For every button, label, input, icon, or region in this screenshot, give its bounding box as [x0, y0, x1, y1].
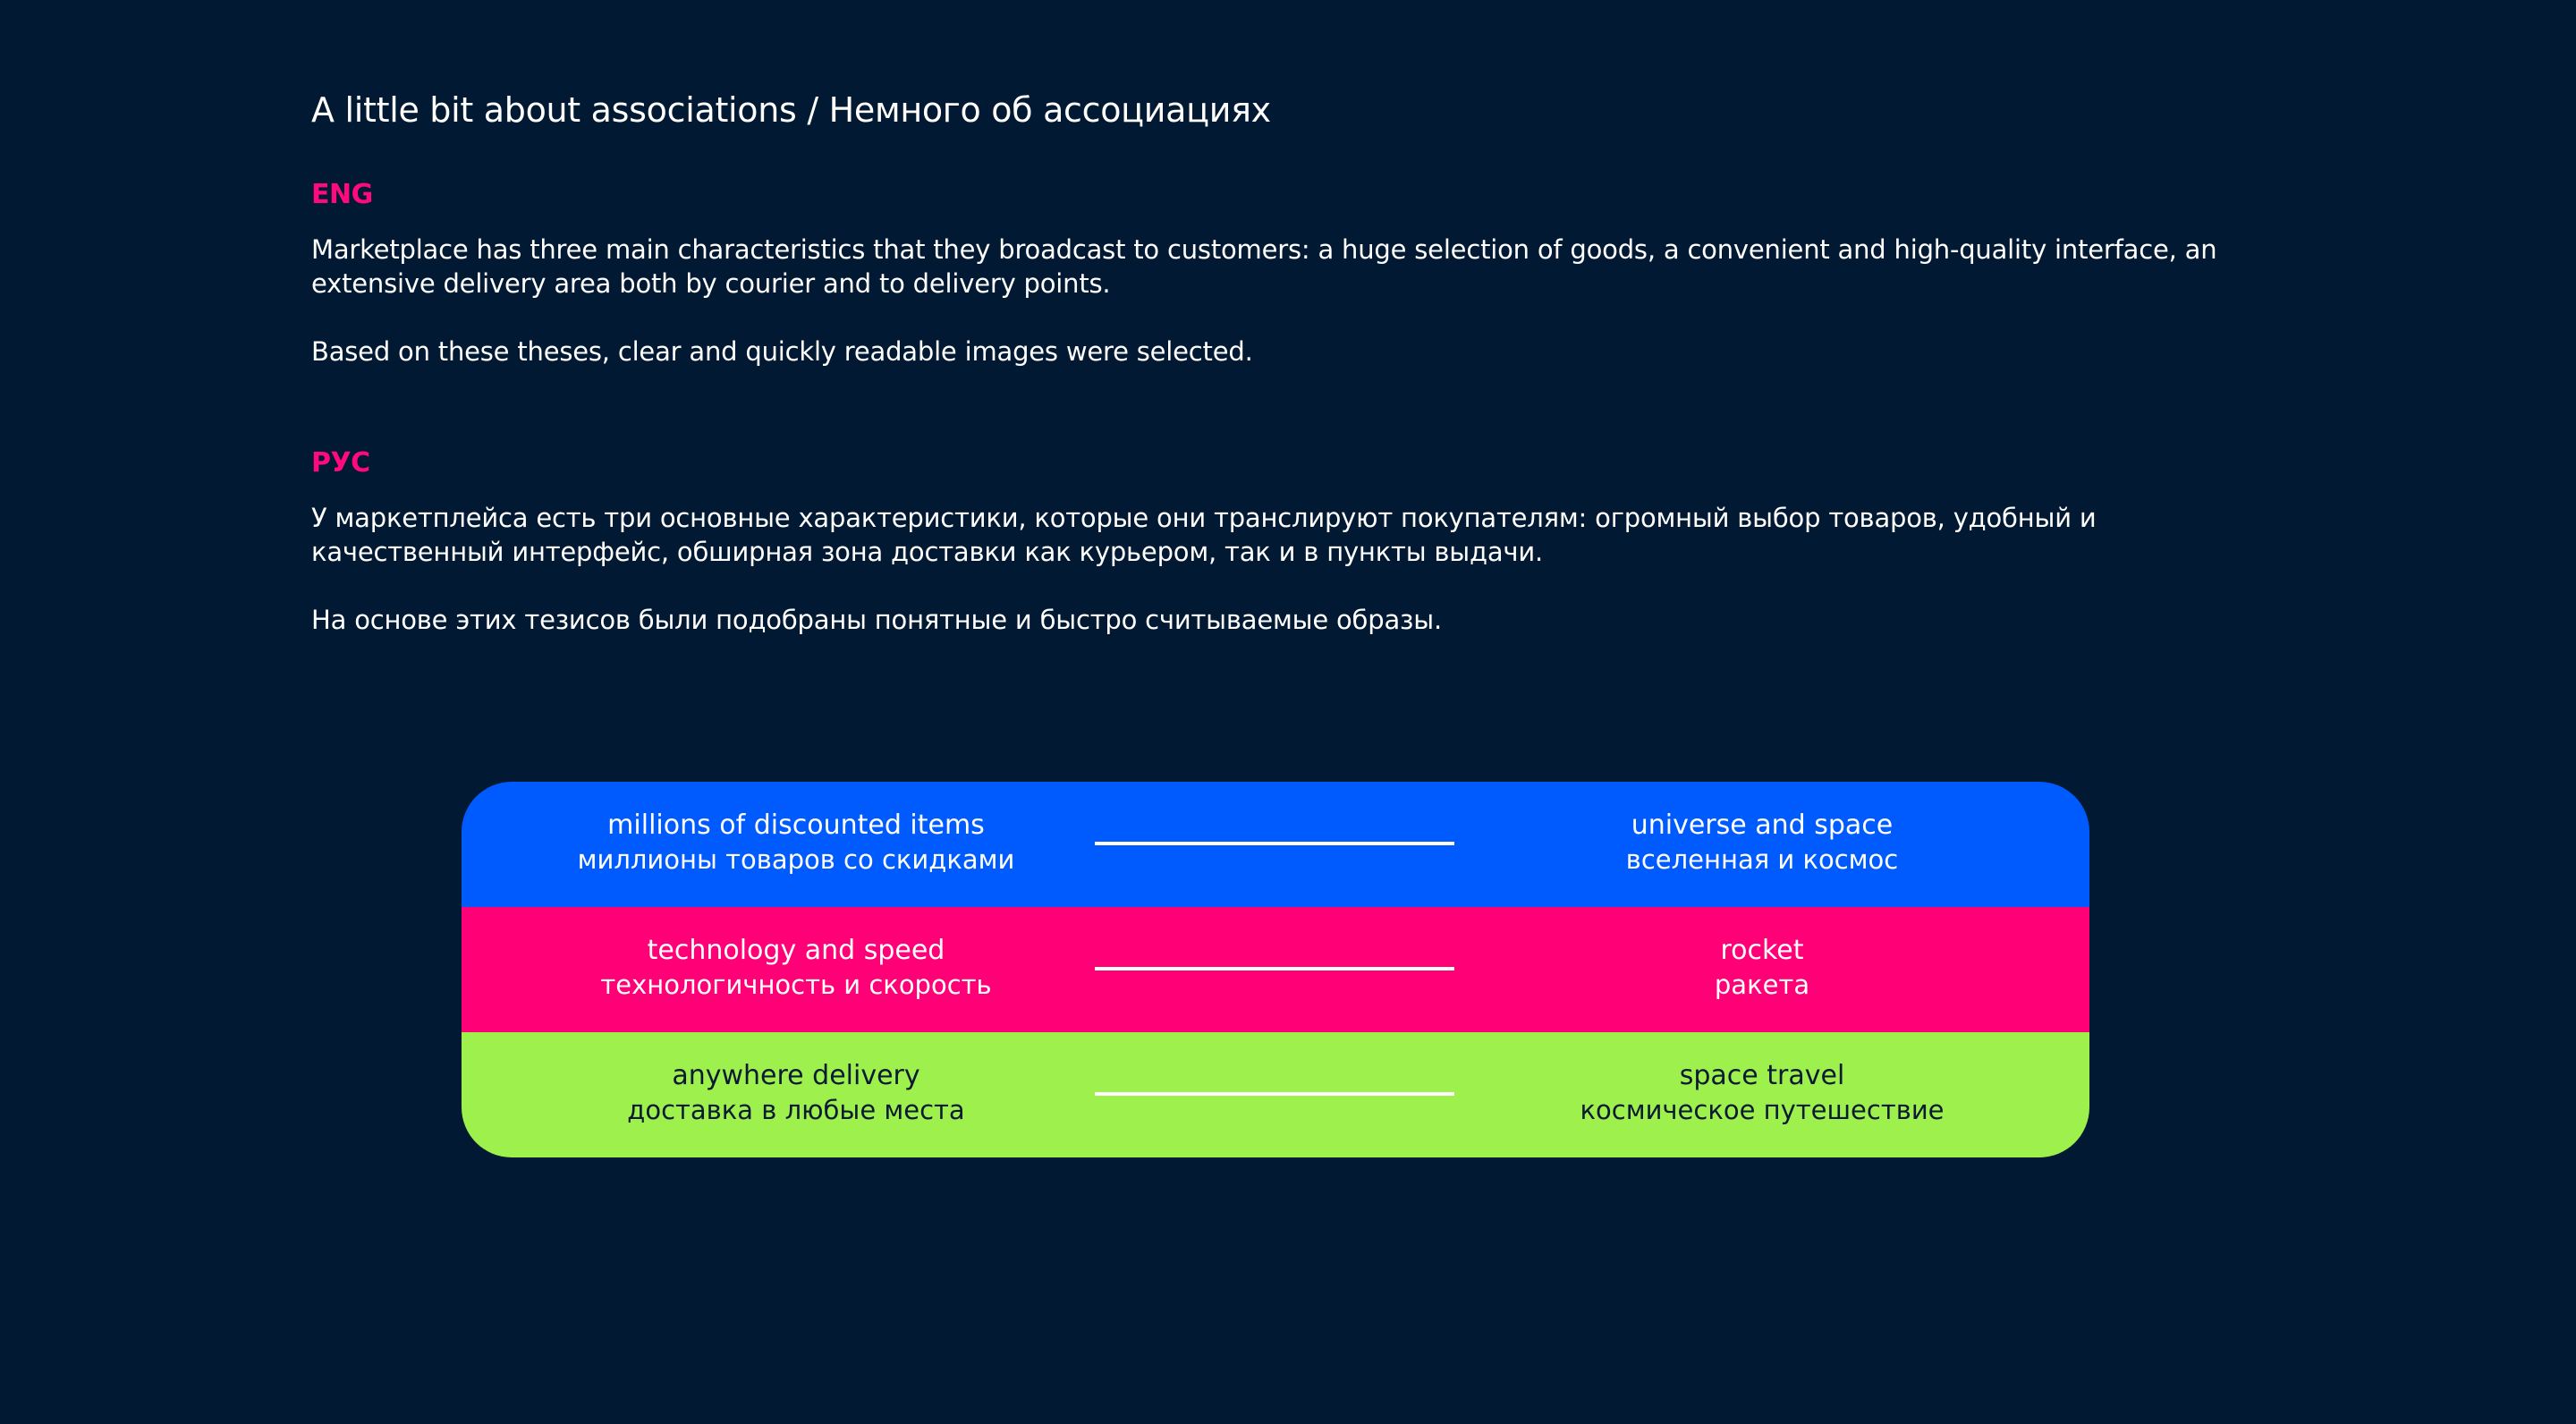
association-source-ru: доставка в любые места [627, 1095, 965, 1125]
association-source-en: anywhere delivery [672, 1060, 920, 1091]
rus-paragraph-2: На основе этих тезисов были подобраны понятные и быстро считываемые образы. [311, 605, 1442, 635]
association-target-en: rocket [1720, 935, 1804, 966]
eng-paragraph-2: Based on these theses, clear and quickly readable images were selected. [311, 336, 1253, 367]
rus-paragraph-1: У маркетплейса есть три основные характеристики, которые они транслируют покупателям: огромный выбор товаров, удобный и качественный интерфейс, обширная зона доставки как курьером, так и в пункты выдачи. [311, 503, 2097, 567]
association-source-en: millions of discounted items [607, 809, 985, 841]
association-target [1476, 934, 2048, 1002]
association-source [510, 934, 1082, 1002]
association-target [1476, 1059, 2048, 1127]
connector-line [1095, 1092, 1454, 1096]
association-target-en: space travel [1679, 1060, 1845, 1091]
association-row [462, 907, 2089, 1032]
association-target-ru: вселенная и космос [1625, 844, 1899, 875]
association-source-ru: технологичность и скорость [600, 970, 992, 1000]
association-target-ru: космическое путешествие [1580, 1095, 1945, 1125]
connector-line [1095, 967, 1454, 971]
association-source [510, 1059, 1082, 1127]
association-row [462, 782, 2089, 907]
connector-line [1095, 842, 1454, 845]
association-target-en: universe and space [1631, 809, 1894, 841]
association-row [462, 1032, 2089, 1157]
association-target-ru: ракета [1714, 970, 1810, 1000]
association-source-ru: миллионы товаров со скидками [577, 844, 1015, 875]
association-source [510, 809, 1082, 877]
eng-paragraph-1: Marketplace has three main characteristics that they broadcast to customers: a huge selection of goods, a convenient and high-quality interface, an extensive delivery area both by courier and to delivery points. [311, 234, 2217, 299]
associations-table [462, 782, 2089, 1157]
association-source-en: technology and speed [647, 935, 945, 966]
association-target [1476, 809, 2048, 877]
section-label-rus: РУС [311, 447, 370, 479]
section-label-eng: ENG [311, 179, 373, 210]
content [311, 88, 2279, 635]
page-title: A little bit about associations / Немного об ассоциациях [311, 90, 1271, 130]
